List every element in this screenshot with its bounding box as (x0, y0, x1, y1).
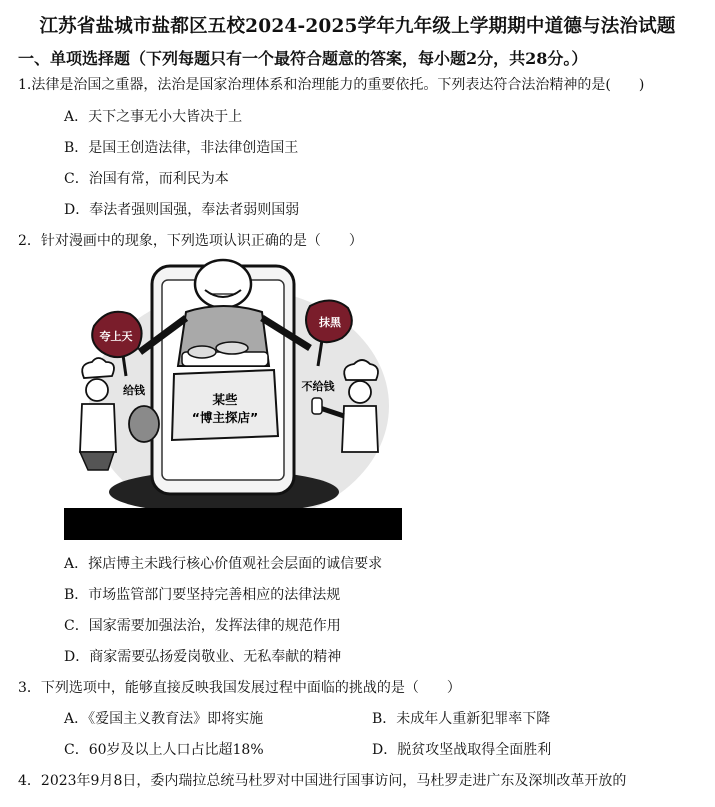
board-line-2: “博主探店” (191, 410, 259, 425)
question-1-stem: 1.法律是治国之重器，法治是国家治理体系和治理能力的重要依托。下列表达符合法治精神的是( ) (18, 77, 645, 93)
question-2-option-d[interactable]: D．商家需要弘扬爱岗敬业、无私奉献的精神 (64, 649, 342, 665)
sign-left-text: 夸上天 (99, 330, 133, 343)
question-4-stem: 4．2023年9月8日，委内瑞拉总统马杜罗对中国进行国事访问，马杜罗走进广东及深圳改革开放的 (18, 773, 627, 789)
question-2-stem: 2．针对漫画中的现象，下列选项认识正确的是（ ） (18, 233, 363, 249)
question-2-option-a[interactable]: A．探店博主未践行核心价值观社会层面的诚信要求 (64, 556, 383, 572)
question-1-option-d[interactable]: D．奉法者强则国强，奉法者弱则国弱 (64, 202, 300, 218)
label-no-money: 不给钱 (301, 380, 335, 393)
label-give-money: 给钱 (123, 384, 145, 397)
question-1-option-c[interactable]: C．治国有常，而利民为本 (64, 171, 229, 187)
redaction-bar (64, 508, 402, 540)
question-1-option-a[interactable]: A．天下之事无小大皆决于上 (64, 109, 243, 125)
section-heading: 一、单项选择题（下列每题只有一个最符合题意的答案，每小题2分，共28分。） (18, 49, 588, 68)
sign-right-text: 抹黑 (319, 316, 341, 329)
question-2-option-b[interactable]: B．市场监管部门要坚持完善相应的法律法规 (64, 587, 341, 603)
question-2-option-c[interactable]: C．国家需要加强法治，发挥法律的规范作用 (64, 618, 341, 634)
page-title: 江苏省盐城市盐都区五校2024-2025学年九年级上学期期中道德与法治试题 (39, 16, 676, 37)
question-3-stem: 3．下列选项中，能够直接反映我国发展过程中面临的挑战的是（ ） (18, 680, 461, 696)
board-line-1: 某些 (212, 392, 238, 407)
question-1-option-b[interactable]: B．是国王创造法律，非法律创造国王 (64, 140, 299, 156)
question-3-option-b[interactable]: B．未成年人重新犯罪率下降 (372, 711, 551, 727)
question-3-option-c[interactable]: C．60岁及以上人口占比超18% (64, 742, 264, 758)
comic-illustration (64, 256, 402, 540)
question-3-option-a[interactable]: A．《爱国主义教育法》即将实施 (64, 711, 264, 727)
question-3-option-d[interactable]: D．脱贫攻坚战取得全面胜利 (372, 742, 552, 758)
